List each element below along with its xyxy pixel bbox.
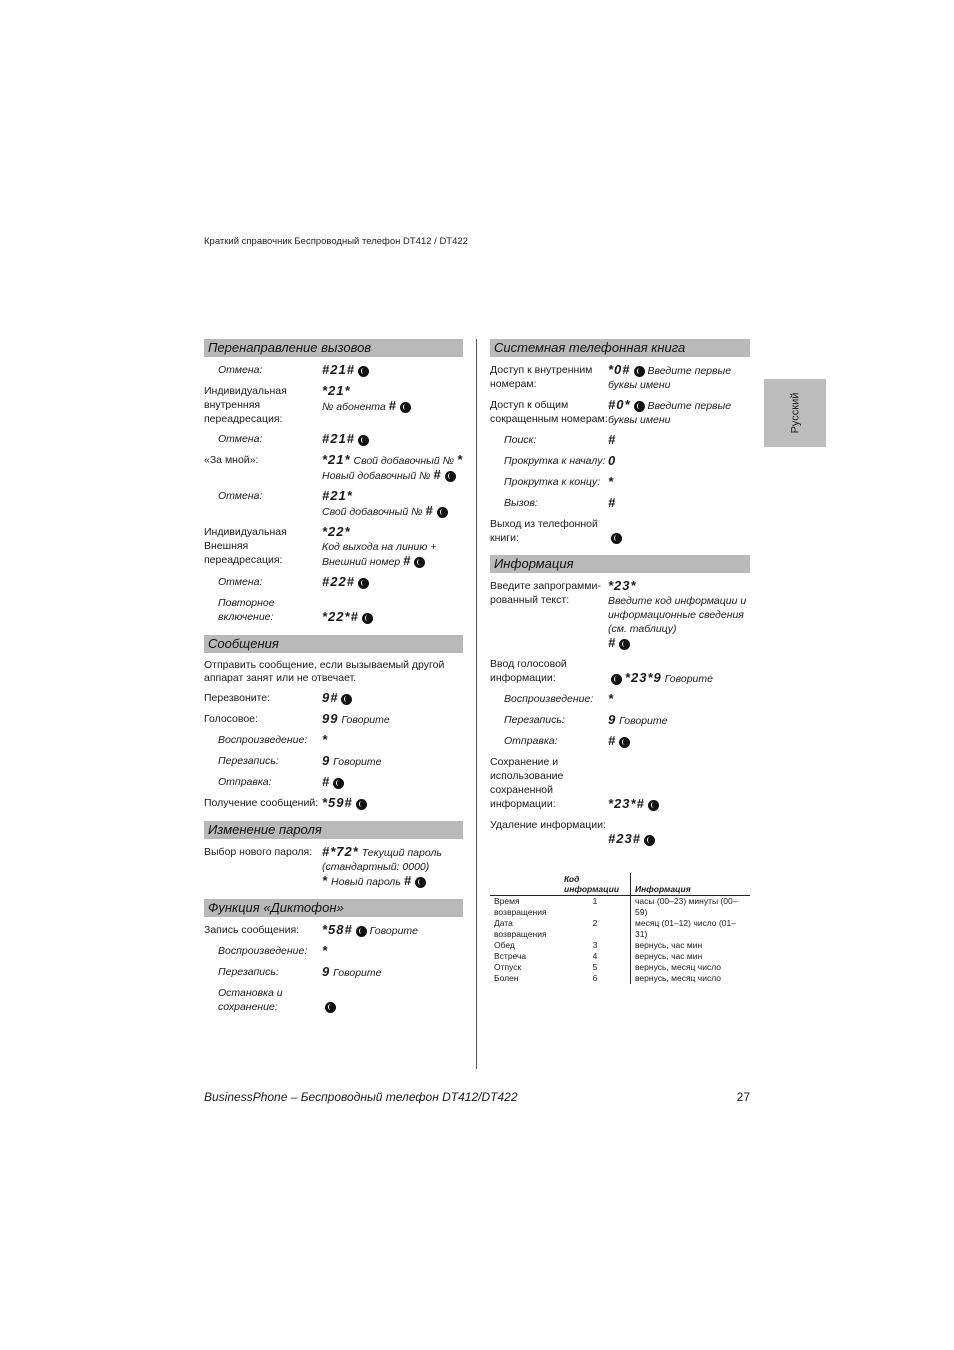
row-text: Введите код информации и информационные сведения (см. таблицу) bbox=[608, 595, 747, 635]
key-code: * bbox=[608, 691, 615, 706]
handset-icon bbox=[611, 533, 622, 544]
language-tab bbox=[764, 379, 826, 447]
row bbox=[490, 398, 750, 427]
row-text: Свой добавочный № bbox=[353, 455, 455, 467]
column-divider bbox=[476, 339, 477, 1069]
table-cell: Время возвращения bbox=[494, 896, 547, 917]
key-code: #21# bbox=[322, 362, 355, 377]
row-text: Говорите bbox=[341, 714, 390, 726]
table-header: Код информации bbox=[560, 873, 631, 896]
key-code: # bbox=[322, 774, 331, 789]
row-label: Остановка и сохранение: bbox=[218, 987, 283, 1013]
section-title-password: Изменение пароля bbox=[204, 821, 463, 839]
key-code: #*72* bbox=[322, 844, 359, 859]
key-code: #0* bbox=[608, 397, 631, 412]
handset-icon bbox=[644, 835, 655, 846]
row-label: Доступ к внутренним номерам: bbox=[490, 364, 593, 390]
row-text: Введите первые буквы имени bbox=[608, 365, 732, 391]
row-label: Ввод голосовой информации: bbox=[490, 658, 567, 684]
row bbox=[204, 384, 463, 426]
key-code: 9# bbox=[322, 690, 339, 705]
row-label: Удаление информации: bbox=[490, 819, 606, 831]
row-text: Новый пароль bbox=[330, 876, 401, 888]
row bbox=[490, 713, 750, 728]
key-code: # bbox=[608, 432, 617, 447]
row bbox=[204, 965, 463, 980]
handset-icon bbox=[445, 471, 456, 482]
row-label: Получение сообщений: bbox=[204, 797, 319, 809]
section-title-dictaphone: Функция «Диктофон» bbox=[204, 899, 463, 917]
table-cell: Отпуск bbox=[494, 962, 522, 972]
table-header bbox=[490, 873, 560, 896]
handset-icon bbox=[648, 800, 659, 811]
row-label: Доступ к общим сокращенным номерам: bbox=[490, 399, 608, 425]
table-row bbox=[490, 951, 750, 962]
row bbox=[204, 691, 463, 706]
row bbox=[490, 433, 750, 448]
row bbox=[204, 489, 463, 519]
row-text: Введите первые буквы имени bbox=[608, 400, 732, 426]
handset-icon bbox=[437, 507, 448, 518]
key-code: *23* bbox=[608, 578, 637, 593]
row-label: Воспроизведение: bbox=[218, 734, 308, 746]
row-label: Прокрутка к концу: bbox=[504, 476, 601, 488]
row-text: Новый добавочный № bbox=[322, 470, 431, 482]
row-label: Вызов: bbox=[504, 497, 538, 509]
section-title-phonebook: Системная телефонная книга bbox=[490, 339, 750, 357]
section-title-messages: Сообщения bbox=[204, 635, 463, 653]
messages-description: Отправить сообщение, если вызываемый другой аппарат занят или не отвечает. bbox=[204, 659, 445, 684]
left-column bbox=[204, 339, 463, 1014]
row-label: Отправка: bbox=[218, 776, 272, 788]
row-label: Введите запрограмми-рованный текст: bbox=[490, 580, 601, 606]
table-row bbox=[490, 896, 750, 919]
row bbox=[204, 596, 463, 625]
row-label: Запись сообщения: bbox=[204, 924, 300, 936]
table-row bbox=[490, 973, 750, 984]
handset-icon bbox=[325, 1002, 336, 1013]
table-cell: 2 bbox=[560, 918, 631, 940]
handset-icon bbox=[356, 799, 367, 810]
key-code: *58# bbox=[322, 922, 353, 937]
key-code: # bbox=[403, 873, 413, 888]
row-label: Перезапись: bbox=[218, 966, 279, 978]
handset-icon bbox=[634, 366, 645, 377]
handset-icon bbox=[358, 435, 369, 446]
row-label: Воспроизведение: bbox=[218, 945, 308, 957]
table-cell: 1 bbox=[560, 896, 631, 919]
key-code: * bbox=[322, 943, 329, 958]
row bbox=[490, 818, 750, 847]
language-tab-label: Русский bbox=[788, 392, 801, 434]
key-code: # bbox=[608, 495, 617, 510]
key-code: # bbox=[403, 553, 412, 568]
table-cell: часы (00–23) минуты (00–59) bbox=[635, 896, 738, 917]
key-code: 0 bbox=[608, 453, 617, 468]
row bbox=[490, 496, 750, 511]
key-code: *21* bbox=[322, 452, 351, 467]
key-code: 9 bbox=[322, 753, 331, 768]
page-footer bbox=[204, 1090, 750, 1104]
table-cell: Встреча bbox=[494, 951, 527, 961]
key-code: *22*# bbox=[322, 609, 359, 624]
table-cell: Дата возвращения bbox=[494, 918, 547, 939]
row-label: Голосовое: bbox=[204, 713, 258, 725]
row bbox=[490, 579, 750, 651]
handset-icon bbox=[619, 737, 630, 748]
key-code: *23*# bbox=[608, 796, 645, 811]
page-number: 27 bbox=[736, 1090, 750, 1104]
footer-title: BusinessPhone – Беспроводный телефон DT412/DT422 bbox=[204, 1090, 518, 1104]
section-title-forwarding: Перенаправление вызовов bbox=[204, 339, 463, 357]
row-label: «За мной»: bbox=[204, 454, 259, 466]
row-label: Перезапись: bbox=[504, 714, 565, 726]
row-label: Отмена: bbox=[218, 364, 263, 376]
table-cell: 4 bbox=[560, 951, 631, 962]
row bbox=[204, 944, 463, 959]
row bbox=[204, 432, 463, 447]
key-code: *0# bbox=[608, 362, 631, 377]
row-label: Индивидуальная внутренняя переадресация: bbox=[204, 385, 287, 425]
row-label: Отмена: bbox=[218, 490, 263, 502]
row-label: Повторное включение: bbox=[218, 597, 275, 623]
key-code: *59# bbox=[322, 795, 353, 810]
key-code: *21* bbox=[322, 383, 351, 398]
row bbox=[204, 986, 463, 1014]
handset-icon bbox=[634, 401, 645, 412]
handset-icon bbox=[356, 926, 367, 937]
handset-icon bbox=[611, 674, 622, 685]
row bbox=[490, 734, 750, 749]
row bbox=[490, 657, 750, 686]
row bbox=[490, 363, 750, 392]
table-cell: вернусь, месяц число bbox=[635, 962, 721, 972]
handset-icon bbox=[415, 877, 426, 888]
row-label: Поиск: bbox=[504, 434, 537, 446]
row bbox=[490, 755, 750, 812]
page-header: Краткий справочник Беспроводный телефон DT412 / DT422 bbox=[204, 236, 468, 247]
key-code: * bbox=[456, 452, 463, 467]
key-code: * bbox=[322, 873, 329, 888]
key-code: 9 bbox=[608, 712, 617, 727]
key-code: #21# bbox=[322, 431, 355, 446]
key-code: *23*9 bbox=[624, 670, 662, 685]
handset-icon bbox=[358, 366, 369, 377]
row bbox=[204, 733, 463, 748]
key-code: # bbox=[608, 733, 617, 748]
row-label: Прокрутка к началу: bbox=[504, 455, 606, 467]
row-label: Выход из телефонной книги: bbox=[490, 518, 598, 544]
row-label: Отмена: bbox=[218, 576, 263, 588]
handset-icon bbox=[414, 557, 425, 568]
key-code: #22# bbox=[322, 574, 355, 589]
table-cell: 5 bbox=[560, 962, 631, 973]
row-text: Говорите bbox=[333, 967, 382, 979]
key-code: #23# bbox=[608, 831, 641, 846]
row bbox=[204, 712, 463, 727]
table-cell: вернусь, час мин bbox=[635, 940, 703, 950]
row-text: Свой добавочный № bbox=[322, 506, 423, 518]
table-row bbox=[490, 918, 750, 940]
handset-icon bbox=[400, 402, 411, 413]
row-label: Перезвоните: bbox=[204, 692, 271, 704]
row bbox=[204, 525, 463, 569]
handset-icon bbox=[333, 778, 344, 789]
row bbox=[204, 845, 463, 889]
key-code: # bbox=[388, 398, 397, 413]
row bbox=[204, 923, 463, 938]
row-text: Говорите bbox=[619, 715, 668, 727]
table-cell: месяц (01–12) число (01–31) bbox=[635, 918, 736, 939]
table-row bbox=[490, 962, 750, 973]
row-label: Индивидуальная Внешняя переадресация: bbox=[204, 526, 287, 566]
key-code: # bbox=[433, 467, 442, 482]
row bbox=[204, 363, 463, 378]
row-text: № абонента bbox=[322, 401, 386, 413]
key-code: # bbox=[425, 503, 434, 518]
row bbox=[204, 754, 463, 769]
key-code: #21* bbox=[322, 488, 353, 503]
handset-icon bbox=[341, 694, 352, 705]
table-cell: Болен bbox=[494, 973, 519, 983]
key-code: *22* bbox=[322, 524, 351, 539]
key-code: * bbox=[322, 732, 329, 747]
handset-icon bbox=[619, 639, 630, 650]
row-text: Код выхода на линию + Внешний номер bbox=[322, 541, 437, 568]
row-text: Говорите bbox=[369, 925, 418, 937]
row bbox=[490, 692, 750, 707]
section-title-information: Информация bbox=[490, 555, 750, 573]
row-text: Говорите bbox=[664, 673, 713, 685]
row-label: Сохранение и использование сохраненной информации: bbox=[490, 756, 564, 810]
table-row bbox=[490, 940, 750, 951]
table-cell: Обед bbox=[494, 940, 515, 950]
row-label: Выбор нового пароля: bbox=[204, 846, 313, 858]
right-column bbox=[490, 339, 750, 984]
info-codes-table bbox=[490, 873, 750, 984]
row-label: Отмена: bbox=[218, 433, 263, 445]
key-code: 99 bbox=[322, 711, 339, 726]
key-code: # bbox=[608, 635, 617, 650]
row bbox=[490, 475, 750, 490]
row-text: Текущий пароль (стандартный: 0000) bbox=[322, 847, 442, 873]
table-header: Информация bbox=[631, 873, 751, 896]
handset-icon bbox=[358, 578, 369, 589]
table-cell: 6 bbox=[560, 973, 631, 984]
row bbox=[490, 517, 750, 545]
row bbox=[490, 454, 750, 469]
row bbox=[204, 775, 463, 790]
handset-icon bbox=[362, 613, 373, 624]
row bbox=[204, 796, 463, 811]
table-cell: вернусь, месяц число bbox=[635, 973, 721, 983]
row-label: Перезапись: bbox=[218, 755, 279, 767]
key-code: * bbox=[608, 474, 615, 489]
table-cell: 3 bbox=[560, 940, 631, 951]
row-label: Отправка: bbox=[504, 735, 558, 747]
table-cell: вернусь, час мин bbox=[635, 951, 703, 961]
row-label: Воспроизведение: bbox=[504, 693, 594, 705]
row-text: Говорите bbox=[333, 756, 382, 768]
row bbox=[204, 575, 463, 590]
key-code: 9 bbox=[322, 964, 331, 979]
row bbox=[204, 453, 463, 483]
